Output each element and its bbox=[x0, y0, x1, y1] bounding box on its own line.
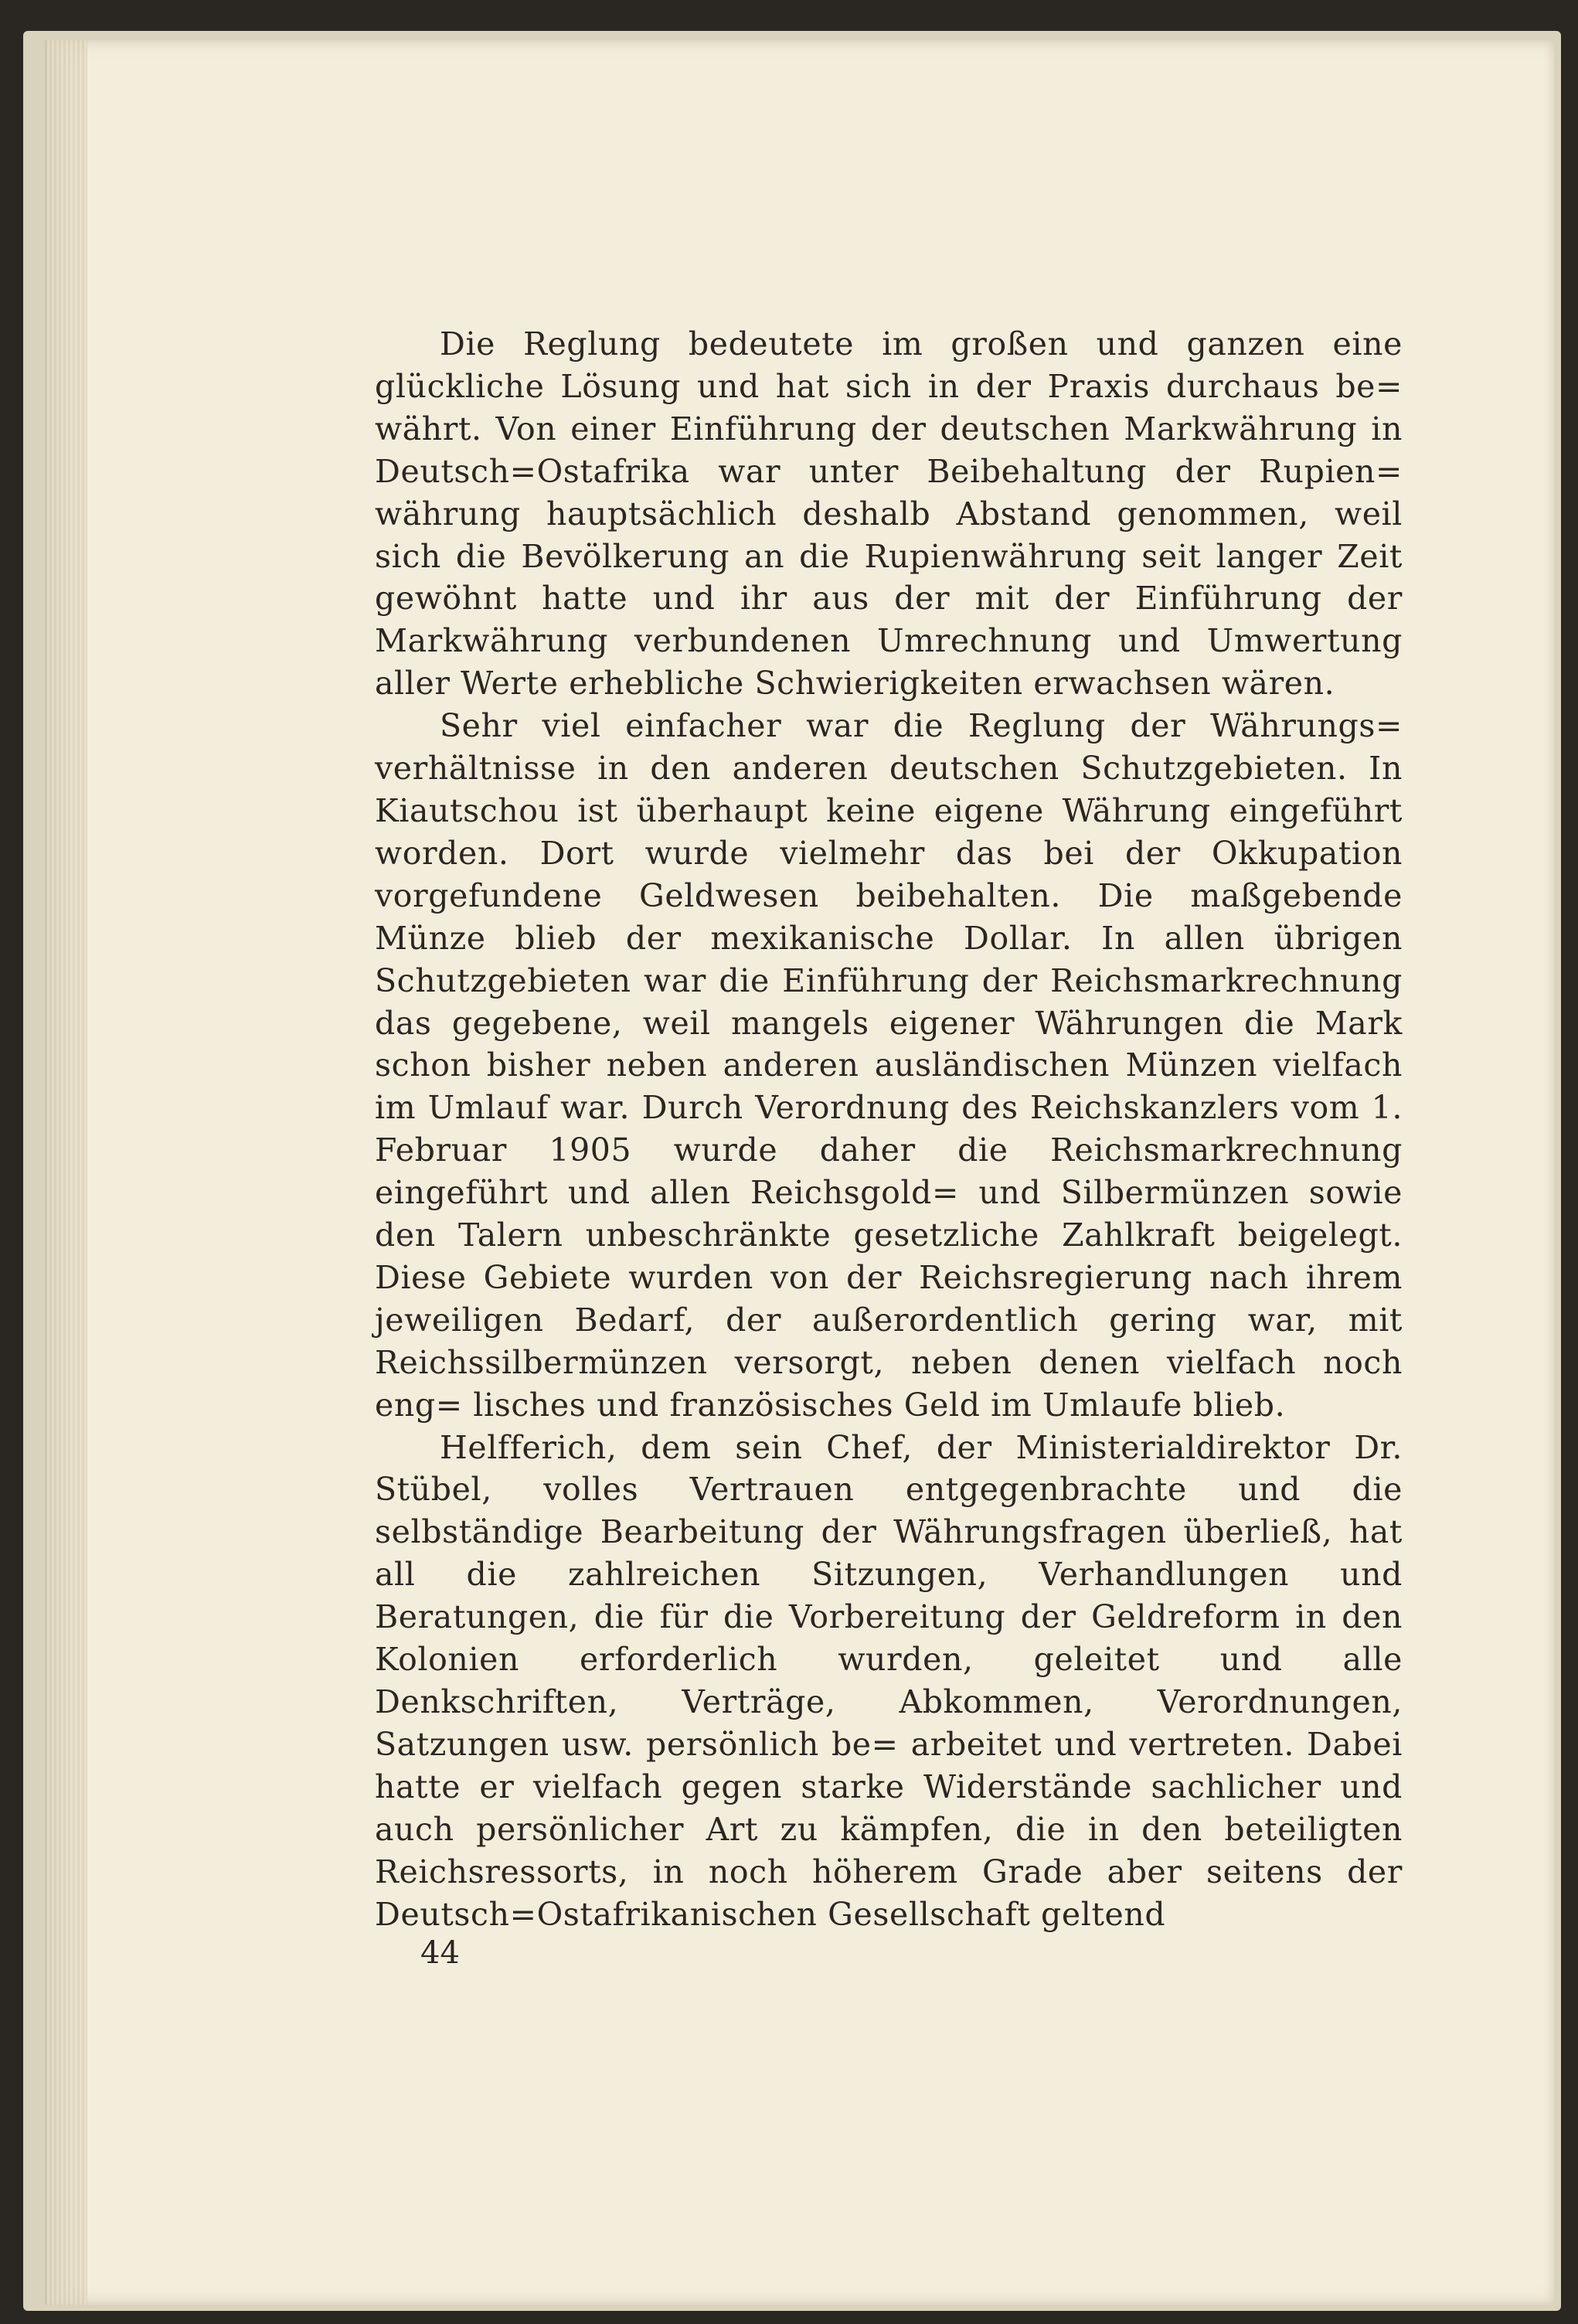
paragraph-2: Sehr viel einfacher war die Reglung der Währungs= verhältnisse in den anderen deutschen Schutzgebieten. In Kiautschou ist überhaupt keine eigene Währung eingeführt worden. Dort wurde vielmehr das bei der Okkupation vorgefundene Geldwesen beibehalten. Die maßgebende Münze blieb der mexikanische Dollar. In allen übrigen Schutzgebieten war die Einführung der Reichsmarkrechnung das gegebene, weil mangels eigener Währungen die Mark schon bisher neben anderen ausländischen Münzen vielfach im Umlauf war. Durch Verordnung des Reichskanzlers vom 1. Februar 1905 wurde daher die Reichsmarkrechnung eingeführt und allen Reichsgold= und Silbermünzen sowie den Talern unbeschränkte gesetzliche Zahlkraft beigelegt. Diese Gebiete wurden von der Reichsregierung nach ihrem jeweiligen Bedarf, der außerordentlich gering war, mit Reichssilbermünzen versorgt, neben denen vielfach noch eng= lisches und französisches Geld im Umlaufe blieb. bbox=[375, 707, 1403, 1424]
body-text bbox=[375, 323, 1403, 1935]
paragraph-1: Die Reglung bedeutete im großen und ganzen eine glückliche Lösung und hat sich in der Praxis durchaus be= währt. Von einer Einführung der deutschen Markwährung in Deutsch=Ostafrika war unter Beibehaltung der Rupien= währung hauptsächlich deshalb Abstand genommen, weil sich die Bevölkerung an die Rupienwährung seit langer Zeit gewöhnt hatte und ihr aus der mit der Einführung der Markwährung verbundenen Umrechnung und Umwertung aller Werte erhebliche Schwierigkeiten erwachsen wären. bbox=[375, 325, 1403, 703]
page-number: 44 bbox=[420, 1935, 460, 1971]
paragraph-3: Helfferich, dem sein Chef, der Ministerialdirektor Dr. Stübel, volles Vertrauen entgegenbrachte und die selbständige Bearbeitung der Währungsfragen überließ, hat all die zahlreichen Sitzungen, Verhandlungen und Beratungen, die für die Vorbereitung der Geldreform in den Kolonien erforderlich wurden, geleitet und alle Denkschriften, Verträge, Abkommen, Verordnungen, Satzungen usw. persönlich be= arbeitet und vertreten. Dabei hatte er vielfach gegen starke Widerstände sachlicher und auch persönlicher Art zu kämpfen, die in den beteiligten Reichsressorts, in noch höherem Grade aber seitens der Deutsch=Ostafrikanischen Gesellschaft geltend bbox=[375, 1428, 1403, 1933]
page-gutter bbox=[47, 40, 87, 2305]
